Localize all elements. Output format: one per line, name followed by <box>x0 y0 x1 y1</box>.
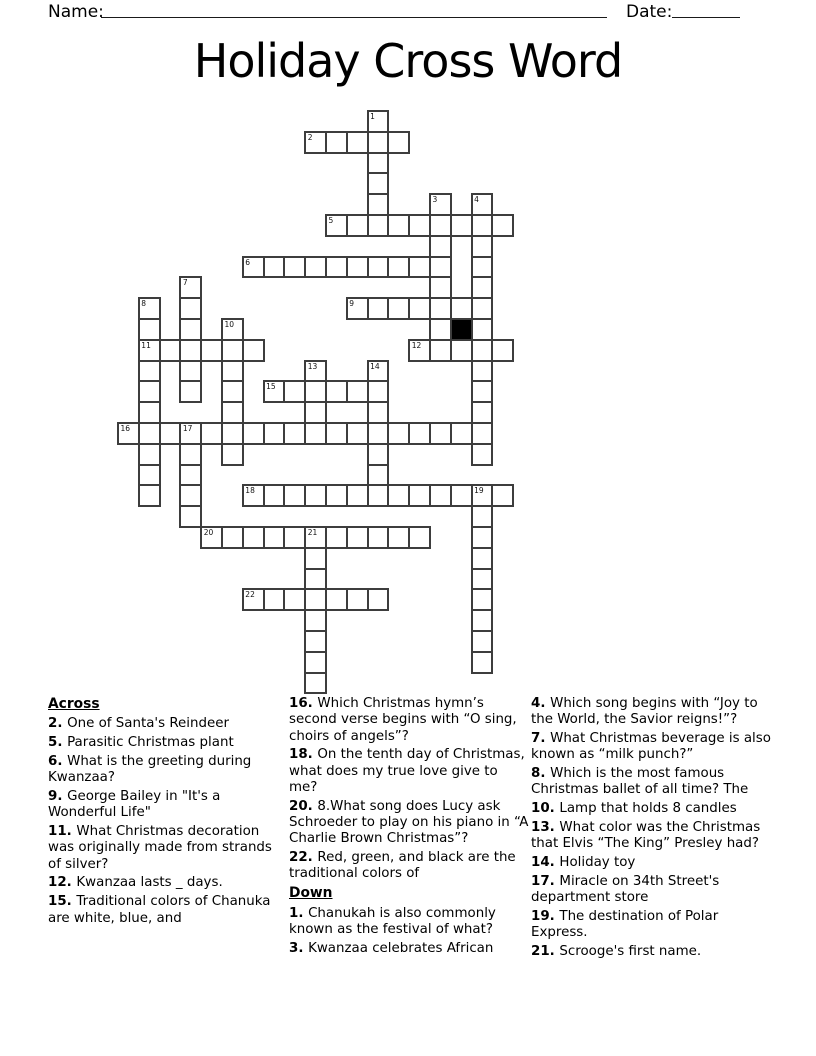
grid-cell[interactable] <box>325 256 348 279</box>
clue-number: 2. <box>48 716 68 732</box>
clue-number: 10. <box>531 801 560 817</box>
grid-cell[interactable] <box>367 360 390 383</box>
grid-cell[interactable] <box>346 380 369 403</box>
grid-cell[interactable] <box>367 297 390 320</box>
grid-cell[interactable] <box>346 214 369 237</box>
grid-cell[interactable] <box>179 443 202 466</box>
grid-cell[interactable] <box>325 380 348 403</box>
grid-cell[interactable] <box>450 214 473 237</box>
clue-text: Holiday toy <box>559 855 636 871</box>
grid-cell[interactable] <box>138 464 161 487</box>
grid-cell[interactable] <box>471 526 494 549</box>
clue <box>48 875 284 891</box>
grid-cell[interactable] <box>242 256 265 279</box>
grid-cell[interactable] <box>387 214 410 237</box>
grid-cell[interactable] <box>367 193 390 216</box>
clue <box>531 731 777 764</box>
grid-cell[interactable] <box>304 609 327 632</box>
grid-cell[interactable] <box>304 484 327 507</box>
grid-cell[interactable] <box>367 484 390 507</box>
clue-heading-across: Across <box>48 696 100 712</box>
clue-text: What is the greeting during Kwanzaa? <box>48 753 252 786</box>
clue-text: The destination of Polar Express. <box>531 909 719 941</box>
grid-cell[interactable] <box>450 422 473 445</box>
grid-cell[interactable] <box>138 339 161 362</box>
cell-number-label: 19 <box>474 486 484 496</box>
cell-number-label: 21 <box>307 528 318 537</box>
grid-cell[interactable] <box>408 297 431 320</box>
grid-cell[interactable] <box>387 422 410 445</box>
clue-number: 1. <box>289 905 309 921</box>
grid-cell[interactable] <box>387 297 410 320</box>
clue-text: Which is the most famous Christmas ballet of all time? The <box>531 766 749 798</box>
grid-cell[interactable] <box>471 339 494 362</box>
grid-cell[interactable] <box>491 484 514 507</box>
clue-text: Miracle on 34th Street's department store <box>531 873 720 906</box>
grid-cell[interactable] <box>408 214 431 237</box>
grid-cell[interactable] <box>325 526 348 549</box>
grid-cell[interactable] <box>179 380 202 403</box>
clue <box>289 941 529 957</box>
grid-cell[interactable] <box>367 422 390 445</box>
grid-cell[interactable] <box>491 214 514 237</box>
grid-cell[interactable] <box>346 131 369 154</box>
clue <box>289 850 529 883</box>
grid-cell[interactable] <box>221 318 244 341</box>
grid-cell[interactable] <box>200 422 223 445</box>
cell-number-label: 17 <box>182 424 193 433</box>
clue <box>289 799 529 848</box>
clue <box>531 855 777 871</box>
grid-cell[interactable] <box>408 484 431 507</box>
clue <box>531 766 777 799</box>
grid-cell[interactable] <box>304 380 327 403</box>
grid-cell[interactable] <box>367 380 390 403</box>
cell-number-label: 1 <box>370 112 375 121</box>
clue-text: What Christmas beverage is also known as “milk punch?” <box>531 731 771 763</box>
grid-cell[interactable] <box>283 422 306 445</box>
grid-cell[interactable] <box>304 672 327 695</box>
grid-cell[interactable] <box>429 318 452 341</box>
grid-cell[interactable] <box>200 339 223 362</box>
clue <box>289 906 529 939</box>
grid-cell[interactable] <box>138 443 161 466</box>
clue-text: Chanukah is also commonly known as the festival of what? <box>289 905 496 937</box>
cell-number-label: 22 <box>245 590 255 600</box>
grid-cell[interactable] <box>242 484 265 507</box>
grid-cell[interactable] <box>491 339 514 362</box>
cell-number-label: 2 <box>307 132 313 142</box>
cell-number-label: 15 <box>266 382 276 392</box>
clue-number: 7. <box>531 731 551 747</box>
grid-cell[interactable] <box>304 630 327 653</box>
grid-cell[interactable] <box>263 526 286 549</box>
clue-text: What Christmas decoration was originally made from strands of silver? <box>48 824 272 872</box>
clue-number: 6. <box>48 753 68 769</box>
grid-cell[interactable] <box>367 152 390 175</box>
clue-text: Parasitic Christmas plant <box>67 735 234 751</box>
clue-number: 3. <box>289 940 309 956</box>
clue-heading-down: Down <box>289 885 333 902</box>
grid-cell[interactable] <box>367 110 390 133</box>
grid-cell[interactable] <box>471 380 494 403</box>
clue-number: 5. <box>48 735 68 751</box>
grid-cell[interactable] <box>408 339 431 362</box>
clue-text: 8.What song does Lucy ask Schroeder to play on his piano in “A Charlie Brown Christmas”? <box>289 798 529 847</box>
grid-cell[interactable] <box>471 630 494 653</box>
grid-cell[interactable] <box>179 422 202 445</box>
clue <box>48 716 284 732</box>
clue-number: 12. <box>48 875 77 891</box>
grid-cell[interactable] <box>221 339 244 362</box>
grid-cell[interactable] <box>387 131 410 154</box>
grid-cell[interactable] <box>304 256 327 279</box>
grid-cell[interactable] <box>346 526 369 549</box>
grid-cell[interactable] <box>367 464 390 487</box>
grid-cell[interactable] <box>387 484 410 507</box>
grid-cell[interactable] <box>429 235 452 258</box>
grid-cell[interactable] <box>346 588 369 611</box>
grid-cell[interactable] <box>179 297 202 320</box>
clue <box>289 747 529 796</box>
grid-cell[interactable] <box>471 318 494 341</box>
clue <box>289 696 529 745</box>
grid-cell[interactable] <box>138 422 161 445</box>
clue-number: 22. <box>289 850 318 866</box>
clue <box>531 696 777 729</box>
grid-cell[interactable] <box>283 256 306 279</box>
grid-cell[interactable] <box>304 588 327 611</box>
clue-number: 15. <box>48 894 77 910</box>
grid-cell[interactable] <box>159 422 182 445</box>
grid-cell[interactable] <box>471 235 494 258</box>
grid-cell[interactable] <box>429 276 452 299</box>
grid-cell[interactable] <box>429 422 452 445</box>
clue-text: On the tenth day of Christmas, what does my true love give to me? <box>289 747 525 795</box>
grid-cell[interactable] <box>179 318 202 341</box>
black-cell <box>450 318 473 341</box>
grid-cell[interactable] <box>304 651 327 674</box>
page-title: Holiday Cross Word <box>193 34 623 88</box>
grid-cell[interactable] <box>179 339 202 362</box>
grid-cell[interactable] <box>471 214 494 237</box>
date-fill-line[interactable] <box>672 0 740 18</box>
cell-number-label: 14 <box>370 361 380 371</box>
grid-cell[interactable] <box>471 422 494 445</box>
grid-cell[interactable] <box>367 443 390 466</box>
clue <box>531 944 777 960</box>
grid-cell[interactable] <box>221 360 244 383</box>
grid-cell[interactable] <box>367 214 390 237</box>
grid-cell[interactable] <box>325 588 348 611</box>
grid-cell[interactable] <box>471 193 494 216</box>
grid-cell[interactable] <box>429 339 452 362</box>
clue-text: Which song begins with “Joy to the World, the Savior reigns!”? <box>531 696 758 728</box>
cell-number-label: 6 <box>245 257 251 267</box>
grid-cell[interactable] <box>346 422 369 445</box>
grid-cell[interactable] <box>117 422 140 445</box>
grid-cell[interactable] <box>179 276 202 299</box>
cell-number-label: 4 <box>474 195 479 205</box>
grid-cell[interactable] <box>221 401 244 424</box>
grid-cell[interactable] <box>367 401 390 424</box>
grid-cell[interactable] <box>325 422 348 445</box>
cell-number-label: 10 <box>224 320 235 329</box>
grid-cell[interactable] <box>471 568 494 591</box>
grid-cell[interactable] <box>471 484 494 507</box>
clue <box>48 894 284 927</box>
grid-cell[interactable] <box>429 297 452 320</box>
clue-number: 13. <box>531 820 560 836</box>
date-label: Date: <box>626 2 673 22</box>
clue <box>531 801 777 817</box>
grid-cell[interactable] <box>471 588 494 611</box>
grid-cell[interactable] <box>138 401 161 424</box>
grid-cell[interactable] <box>471 505 494 528</box>
grid-cell[interactable] <box>283 484 306 507</box>
clue-column-3 <box>531 696 777 963</box>
grid-cell[interactable] <box>263 422 286 445</box>
grid-cell[interactable] <box>367 131 390 154</box>
grid-cell[interactable] <box>138 318 161 341</box>
clue <box>48 789 284 822</box>
grid-cell[interactable] <box>179 484 202 507</box>
clue-text: George Bailey in "It's a Wonderful Life" <box>48 788 221 821</box>
grid-cell[interactable] <box>346 484 369 507</box>
grid-cell[interactable] <box>159 339 182 362</box>
grid-cell[interactable] <box>450 297 473 320</box>
clue-number: 20. <box>289 798 318 814</box>
grid-cell[interactable] <box>325 214 348 237</box>
grid-cell[interactable] <box>471 401 494 424</box>
grid-cell[interactable] <box>263 380 286 403</box>
grid-cell[interactable] <box>138 380 161 403</box>
clue <box>531 874 777 907</box>
grid-cell[interactable] <box>367 256 390 279</box>
grid-cell[interactable] <box>387 256 410 279</box>
clue-number: 16. <box>289 696 318 711</box>
clue-number: 18. <box>289 747 318 763</box>
grid-cell[interactable] <box>263 256 286 279</box>
grid-cell[interactable] <box>304 401 327 424</box>
cell-number-label: 5 <box>328 216 334 225</box>
clue-column-1 <box>48 696 284 929</box>
grid-cell[interactable] <box>408 526 431 549</box>
grid-cell[interactable] <box>429 193 452 216</box>
clue-number: 21. <box>531 944 560 960</box>
clue-column-2 <box>289 696 529 959</box>
grid-cell[interactable] <box>263 484 286 507</box>
grid-cell[interactable] <box>367 526 390 549</box>
grid-cell[interactable] <box>471 256 494 279</box>
clue <box>48 824 284 873</box>
clue-number: 8. <box>531 766 551 782</box>
grid-cell[interactable] <box>200 526 223 549</box>
clue-text: Traditional colors of Chanuka are white, blue, and <box>48 894 271 926</box>
cell-number-label: 12 <box>411 340 422 350</box>
clue <box>531 909 777 942</box>
clue-text: Kwanzaa celebrates African <box>308 940 494 956</box>
clue-text: Lamp that holds 8 candles <box>559 801 737 817</box>
cell-number-label: 3 <box>432 195 438 205</box>
grid-cell[interactable] <box>367 588 390 611</box>
grid-cell[interactable] <box>283 526 306 549</box>
grid-cell[interactable] <box>138 484 161 507</box>
cell-number-label: 7 <box>182 278 188 288</box>
clue-number: 9. <box>48 788 68 804</box>
cell-number-label: 9 <box>349 299 355 309</box>
clue-number: 17. <box>531 873 560 889</box>
grid-cell[interactable] <box>242 526 265 549</box>
grid-cell[interactable] <box>471 443 494 466</box>
clue-number: 14. <box>531 855 560 871</box>
grid-cell[interactable] <box>471 276 494 299</box>
grid-cell[interactable] <box>242 339 265 362</box>
grid-cell[interactable] <box>408 256 431 279</box>
grid-cell[interactable] <box>304 547 327 570</box>
grid-cell[interactable] <box>304 360 327 383</box>
grid-cell[interactable] <box>138 297 161 320</box>
name-label: Name: <box>48 2 104 22</box>
grid-cell[interactable] <box>471 651 494 674</box>
clue-text: Red, green, and black are the traditional colors of <box>289 850 516 882</box>
grid-cell[interactable] <box>367 172 390 195</box>
grid-cell[interactable] <box>346 297 369 320</box>
clue <box>531 820 777 853</box>
grid-cell[interactable] <box>263 588 286 611</box>
cell-number-label: 13 <box>307 361 318 371</box>
cell-number-label: 11 <box>141 340 151 350</box>
clue-text: What color was the Christmas that Elvis “The King” Presley had? <box>531 820 761 852</box>
grid-cell[interactable] <box>429 214 452 237</box>
clue-text: Scrooge's first name. <box>559 944 702 960</box>
grid-cell[interactable] <box>471 297 494 320</box>
grid-cell[interactable] <box>221 380 244 403</box>
grid-cell[interactable] <box>283 588 306 611</box>
grid-cell[interactable] <box>408 422 431 445</box>
clue-text: Kwanzaa lasts _ days. <box>76 875 223 891</box>
clue-text: One of Santa's Reindeer <box>67 716 229 732</box>
grid-cell[interactable] <box>221 526 244 549</box>
cell-number-label: 16 <box>120 424 131 433</box>
cell-number-label: 8 <box>141 299 147 309</box>
grid-cell[interactable] <box>325 484 348 507</box>
grid-cell[interactable] <box>304 568 327 591</box>
clue-number: 4. <box>531 696 551 711</box>
clue-number: 19. <box>531 909 560 925</box>
grid-cell[interactable] <box>325 131 348 154</box>
grid-cell[interactable] <box>221 443 244 466</box>
clue-number: 11. <box>48 824 77 840</box>
grid-cell[interactable] <box>471 360 494 383</box>
grid-cell[interactable] <box>242 422 265 445</box>
grid-cell[interactable] <box>304 131 327 154</box>
grid-cell[interactable] <box>471 609 494 632</box>
grid-cell[interactable] <box>221 422 244 445</box>
cell-number-label: 18 <box>245 486 255 496</box>
clue <box>48 735 284 751</box>
grid-cell[interactable] <box>179 505 202 528</box>
grid-cell[interactable] <box>138 360 161 383</box>
grid-cell[interactable] <box>179 360 202 383</box>
grid-cell[interactable] <box>304 526 327 549</box>
grid-cell[interactable] <box>429 256 452 279</box>
grid-cell[interactable] <box>429 484 452 507</box>
clue <box>48 754 284 787</box>
grid-cell[interactable] <box>283 380 306 403</box>
grid-cell[interactable] <box>242 588 265 611</box>
grid-cell[interactable] <box>304 422 327 445</box>
grid-cell[interactable] <box>450 484 473 507</box>
grid-cell[interactable] <box>346 256 369 279</box>
clue-text: Which Christmas hymn’s second verse begins with “O sing, choirs of angels”? <box>289 696 517 744</box>
grid-cell[interactable] <box>450 339 473 362</box>
name-fill-line[interactable] <box>101 0 607 18</box>
grid-cell[interactable] <box>471 547 494 570</box>
grid-cell[interactable] <box>179 464 202 487</box>
grid-cell[interactable] <box>387 526 410 549</box>
cell-number-label: 20 <box>203 528 214 537</box>
